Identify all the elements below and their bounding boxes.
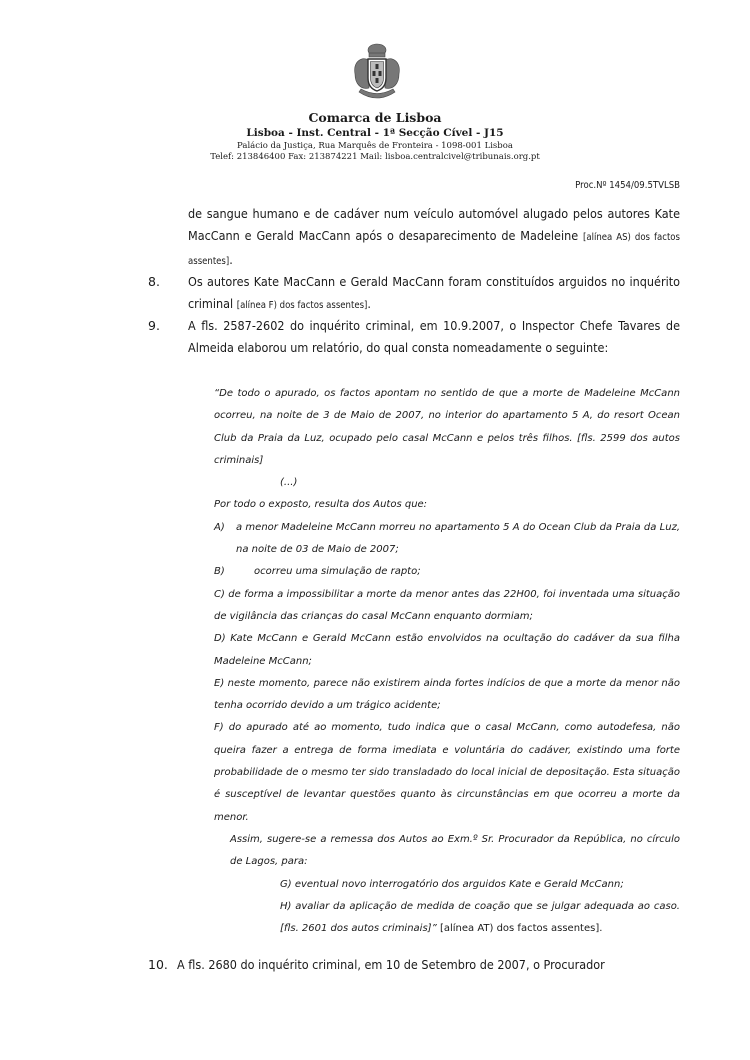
continued-paragraph: de sangue humano e de cadáver num veículo automóvel alugado pelos autores Kate MacCann e Gerald MacCann após o desaparecimento de Madeleine [alínea AS) dos factos assentes].: [188, 206, 680, 267]
quote-item-b-text: ocorreu uma simulação de rapto;: [254, 566, 421, 578]
quote-item-e: E) neste momento, parece não existirem ainda fortes indícios de que a morte da menor não tenha ocorrido devido a um trágico acidente;: [214, 677, 680, 712]
item-9-paragraph: [188, 315, 680, 359]
quote-item-a: [214, 517, 680, 562]
quote-item-f: F) do apurado até ao momento, tudo indica que o casal McCann, como autodefesa, não queira fazer a entrega de forma imediata e voluntária do cadáver, existindo uma forte probabilidade de o mesmo ter sido transladado do local inicial de depositação. Esta situação é susceptível de levantar questões quanto às circunstâncias em que ocorreu a morte da menor.: [214, 722, 680, 823]
quote-item-a-label: A): [214, 521, 225, 533]
quote-item-a-text: a menor Madeleine McCann morreu no apartamento 5 A do Ocean Club da Praia da Luz, na noite de 03 de Maio de 2007;: [236, 521, 680, 556]
quote-assim: Assim, sugere-se a remessa dos Autos ao Exm.º Sr. Procurador da República, no círculo de Lagos, para:: [230, 833, 680, 868]
item-8-paragraph: Os autores Kate MacCann e Gerald MacCann foram constituídos arguidos no inquérito criminal [alínea F) dos factos assentes].: [188, 274, 680, 311]
item-8-reference: [alínea F) dos factos assentes]: [236, 300, 368, 311]
court-name: Comarca de Lisboa: [308, 110, 442, 125]
quote-item-h-reference: [alínea AT) dos factos assentes].: [439, 923, 603, 935]
court-contact: Telef: 213846400 Fax: 213874221 Mail: lisboa.centralcivel@tribunais.org.pt: [210, 152, 540, 162]
item-8-text: Os autores Kate MacCann e Gerald MacCann foram constituídos arguidos no inquérito criminal: [188, 274, 680, 311]
continued-reference: [alínea AS) dos factos assentes]: [188, 232, 680, 267]
quote-block: [214, 383, 680, 940]
item-10-number: 10.: [148, 957, 168, 972]
quote-item-h-text: H) avaliar da aplicação de medida de coação que se julgar adequada ao caso. [fls. 2601 dos autos criminais]”: [280, 900, 680, 935]
process-number: Proc.Nº 1454/09.5TVLSB: [575, 180, 680, 191]
court-address: Palácio da Justiça, Rua Marquês de Fronteira - 1098-001 Lisboa: [237, 141, 513, 151]
quote-item-b-label: B): [214, 566, 225, 578]
quote-item-d: D) Kate McCann e Gerald McCann estão envolvidos na ocultação do cadáver da sua filha Madeleine McCann;: [214, 633, 680, 667]
item-10-paragraph: [177, 954, 680, 976]
item-9-number: 9.: [148, 318, 160, 333]
quote-item-h: [214, 896, 680, 941]
quote-intro: Por todo o exposto, resulta dos Autos que:: [214, 499, 428, 511]
quote-item-b: [214, 561, 680, 583]
item-9-text: A fls. 2587-2602 do inquérito criminal, em 10.9.2007, o Inspector Chefe Tavares de Almeida elaborou um relatório, do qual consta nomeadamente o seguinte:: [188, 318, 680, 355]
item-10-text: A fls. 2680 do inquérito criminal, em 10 de Setembro de 2007, o Procurador: [177, 957, 605, 972]
quote-item-g: G) eventual novo interrogatório dos arguidos Kate e Gerald McCann;: [280, 878, 624, 890]
quote-ellipsis: (...): [280, 477, 298, 489]
item-8-number: 8.: [148, 274, 160, 289]
quote-paragraph-1: “De todo o apurado, os factos apontam no sentido de que a morte de Madeleine McCann ocorreu, na noite de 3 de Maio de 2007, no interior do apartamento 5 A, do resort Ocean Club da Praia da Luz, ocupado pelo casal McCann e pelos três filhos. [fls. 2599 dos autos criminais]: [214, 388, 680, 466]
continued-text: de sangue humano e de cadáver num veículo automóvel alugado pelos autores Kate MacCann e Gerald MacCann após o desaparecimento de Madeleine: [188, 206, 680, 243]
court-section: Lisboa - Inst. Central - 1ª Secção Cível - J15: [246, 127, 504, 139]
quote-item-c: C) de forma a impossibilitar a morte da menor antes das 22H00, foi inventada uma situação de vigilância das crianças do casal McCann enquanto dormiam;: [214, 588, 680, 622]
coat-of-arms-logo: [351, 40, 403, 104]
